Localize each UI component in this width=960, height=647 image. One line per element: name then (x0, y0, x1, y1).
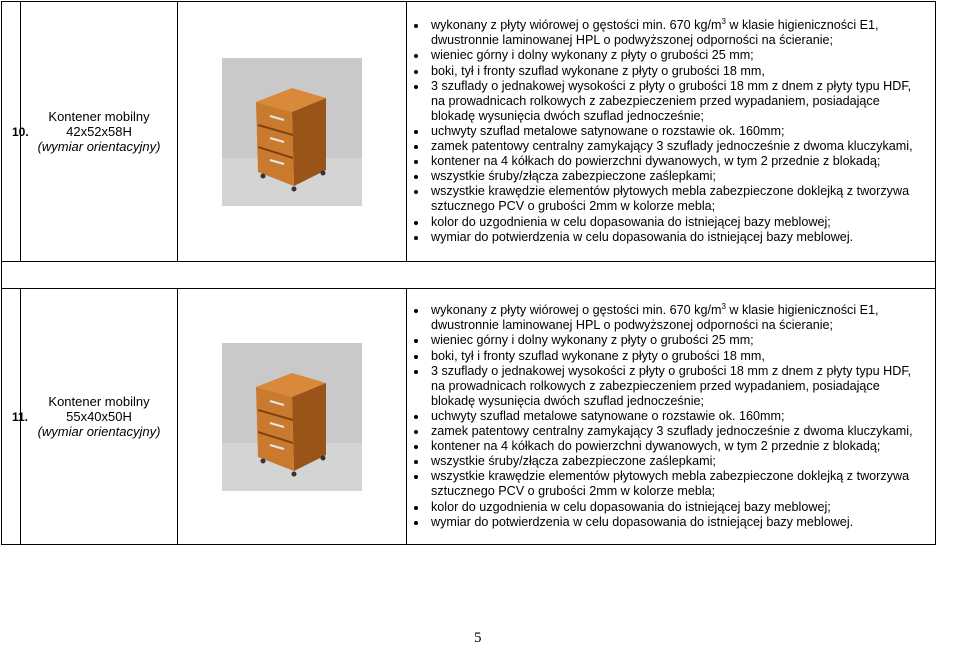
feature-item: blokadę wysunięcia dwóch szuflad jednocześnie; (431, 108, 705, 123)
mobile-pedestal-photo-icon (222, 343, 362, 491)
feature-item: sztucznego PCV o grubości 2mm w kolorze mebla; (431, 484, 716, 499)
item-dimension-note: (wymiar orientacyjny) (37, 424, 161, 439)
item-row-10 (2, 2, 936, 262)
feature-item: wymiar do potwierdzenia w celu dopasowania do istniejącej bazy meblowej. (431, 230, 935, 245)
feature-item: wszystkie krawędzie elementów płytowych mebla zabezpieczone doklejką z tworzywa (431, 469, 935, 484)
feature-item: wieniec górny i dolny wykonany z płyty o grubości 25 mm; (431, 333, 935, 348)
item-dimension-note: (wymiar orientacyjny) (37, 139, 161, 154)
feature-item: boki, tył i fronty szuflad wykonane z płyty o grubości 18 mm, (431, 349, 935, 364)
feature-item: na prowadnicach rolkowych z zabezpieczeniem przed wypadaniem, posiadające (431, 93, 880, 108)
item-dimensions: 55x40x50H (66, 409, 132, 424)
item-number: 11. (2, 289, 21, 545)
feature-item: kolor do uzgodnienia w celu dopasowania do istniejącej bazy meblowej; (431, 500, 935, 515)
feature-item: 3 szuflady o jednakowej wysokości z płyty o grubości 18 mm z dnem z płyty typu HDF, (431, 79, 935, 94)
feature-item: boki, tył i fronty szuflad wykonane z płyty o grubości 18 mm, (431, 64, 935, 79)
feature-item: wszystkie krawędzie elementów płytowych mebla zabezpieczone doklejką z tworzywa (431, 184, 935, 199)
feature-item: wieniec górny i dolny wykonany z płyty o grubości 25 mm; (431, 48, 935, 63)
spec-table (1, 1, 936, 545)
feature-item: sztucznego PCV o grubości 2mm w kolorze mebla; (431, 199, 716, 214)
feature-item: blokadę wysunięcia dwóch szuflad jednocześnie; (431, 393, 705, 408)
item-number: 10. (2, 2, 21, 262)
feature-item: uchwyty szuflad metalowe satynowane o rozstawie ok. 160mm; (431, 124, 935, 139)
feature-item: wykonany z płyty wiórowej o gęstości min. 670 $kg/m^3$ w klasie higieniczności E1, (431, 303, 935, 318)
feature-item: wszystkie śruby/złącza zabezpieczone zaślepkami; (431, 169, 935, 184)
item-dimensions: 42x52x58H (66, 124, 132, 139)
row-spacer (2, 262, 936, 289)
feature-item: zamek patentowy centralny zamykający 3 szuflady jednocześnie z dwoma kluczykami, (431, 139, 935, 154)
page-number: 5 (474, 630, 482, 646)
item-name: Kontener mobilny (48, 109, 150, 124)
feature-item: uchwyty szuflad metalowe satynowane o rozstawie ok. 160mm; (431, 409, 935, 424)
feature-item: kontener na 4 kółkach do powierzchni dywanowych, w tym 2 przednie z blokadą; (431, 439, 935, 454)
feature-item: wykonany z płyty wiórowej o gęstości min. 670 $kg/m^3$ w klasie higieniczności E1, (431, 18, 935, 33)
mobile-pedestal-photo-icon (222, 58, 362, 206)
feature-item: na prowadnicach rolkowych z zabezpieczeniem przed wypadaniem, posiadające (431, 378, 880, 393)
item-name-cell (21, 289, 178, 545)
feature-item: kolor do uzgodnienia w celu dopasowania do istniejącej bazy meblowej; (431, 215, 935, 230)
item-description (407, 289, 936, 545)
item-row-11 (2, 289, 936, 545)
feature-item: dwustronnie laminowanej HPL o podwyższonej odporności na ścieranie; (431, 318, 834, 333)
item-photo-cell (178, 2, 407, 262)
item-description (407, 2, 936, 262)
feature-item: zamek patentowy centralny zamykający 3 szuflady jednocześnie z dwoma kluczykami, (431, 424, 935, 439)
feature-item: kontener na 4 kółkach do powierzchni dywanowych, w tym 2 przednie z blokadą; (431, 154, 935, 169)
feature-item: 3 szuflady o jednakowej wysokości z płyty o grubości 18 mm z dnem z płyty typu HDF, (431, 364, 935, 379)
feature-list (407, 18, 935, 244)
item-name: Kontener mobilny (48, 394, 150, 409)
feature-item: wszystkie śruby/złącza zabezpieczone zaślepkami; (431, 454, 935, 469)
feature-item: wymiar do potwierdzenia w celu dopasowania do istniejącej bazy meblowej. (431, 515, 935, 530)
feature-list (407, 303, 935, 529)
feature-item: dwustronnie laminowanej HPL o podwyższonej odporności na ścieranie; (431, 33, 834, 48)
item-photo-cell (178, 289, 407, 545)
item-name-cell (21, 2, 178, 262)
